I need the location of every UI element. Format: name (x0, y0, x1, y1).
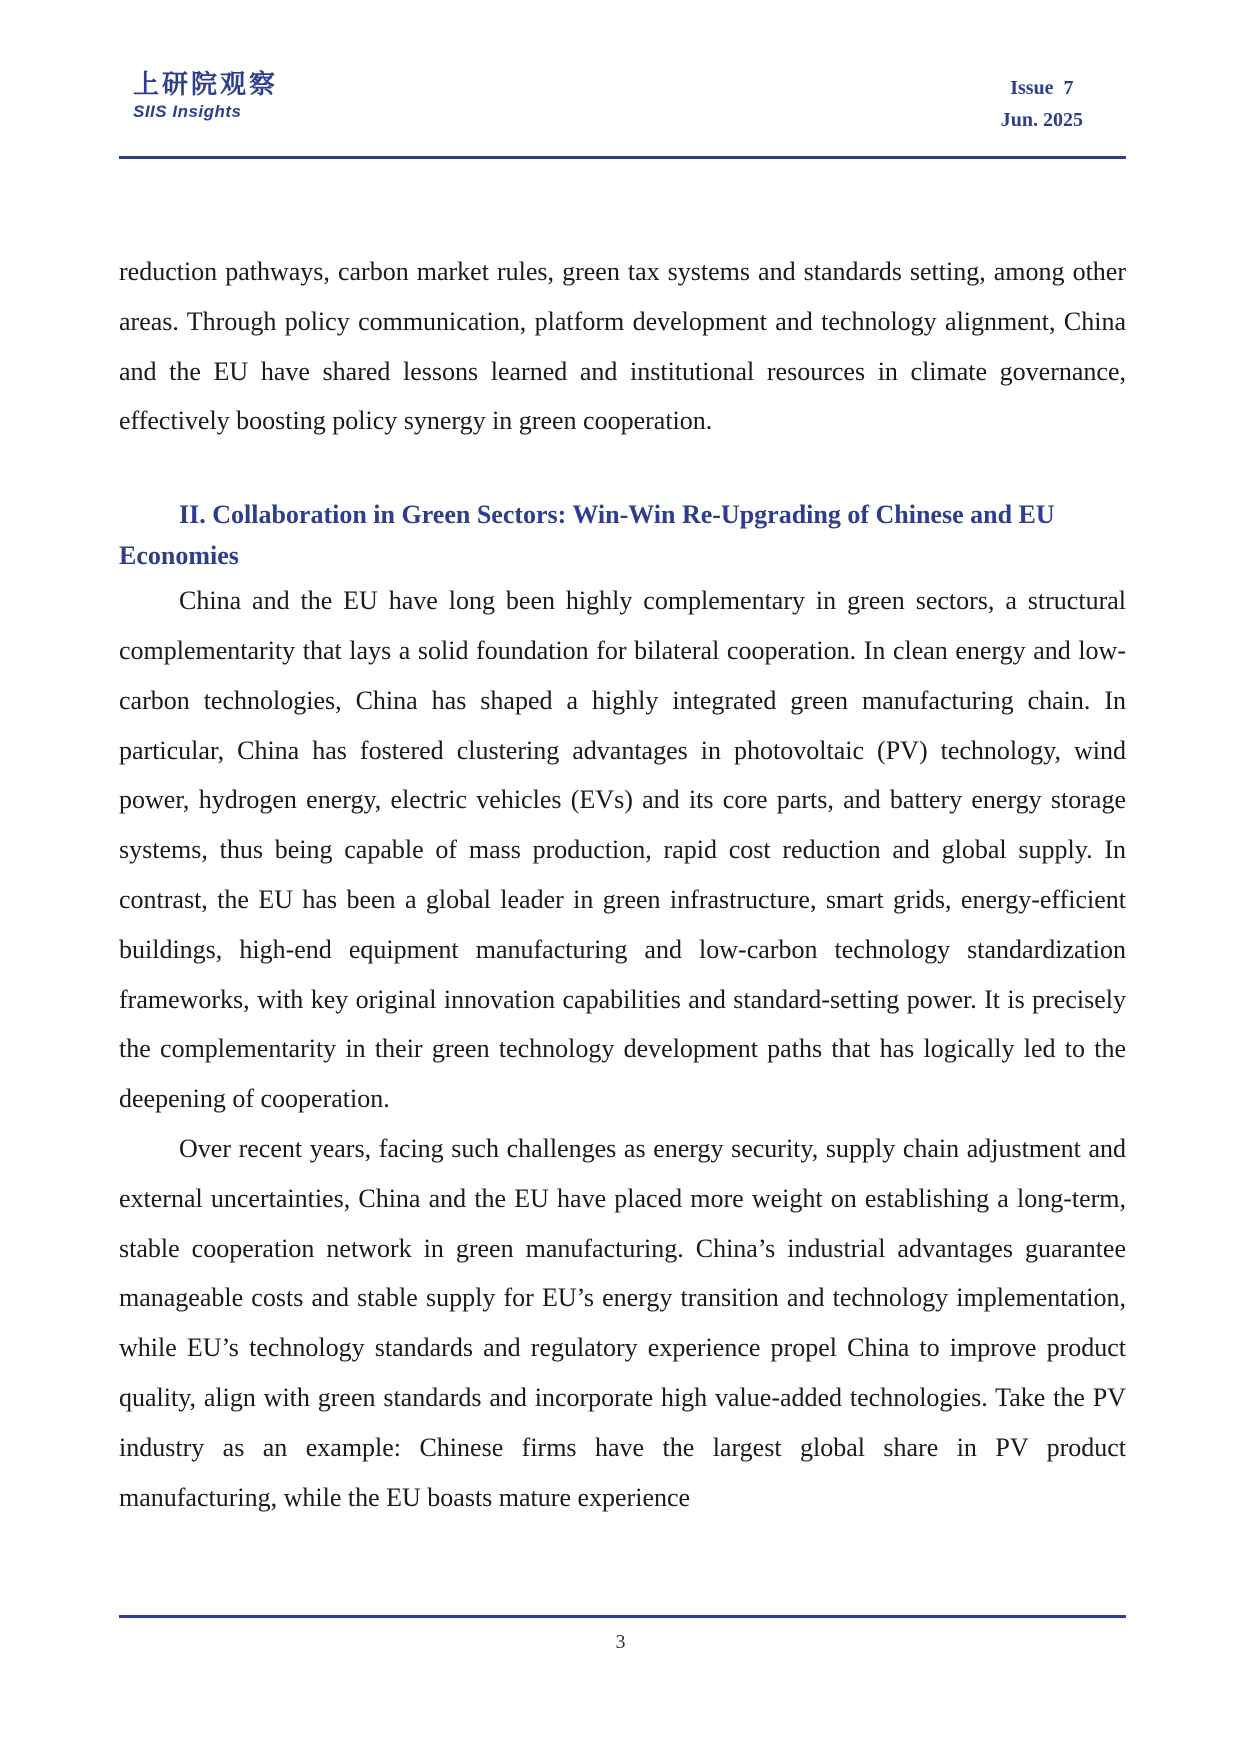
header-divider (119, 156, 1126, 159)
footer-divider (119, 1615, 1126, 1618)
logo-chinese-text: 上研院观察 (133, 70, 279, 100)
logo-english-text: SIIS Insights (133, 102, 242, 121)
body-paragraph: China and the EU have long been highly complementary in green sectors, a structural complementarity that lays a solid foundation for bilateral cooperation. In clean energy and low-carbon technologies, China has shaped a highly integrated green manufacturing chain. In particular, China has fostered clustering advantages in photovoltaic (PV) technology, wind power, hydrogen energy, electric vehicles (EVs) and its core parts, and battery energy storage systems, thus being capable of mass production, rapid cost reduction and global supply. In contrast, the EU has been a global leader in green infrastructure, smart grids, energy-efficient buildings, high-end equipment manufacturing and low-carbon technology standardization frameworks, with key original innovation capabilities and standard-setting power. It is precisely the complementarity in their green technology development paths that has logically led to the deepening of cooperation. (119, 586, 1126, 1114)
page-number: 3 (615, 1631, 626, 1653)
section-heading: II. Collaboration in Green Sectors: Win-Win Re-Upgrading of Chinese and EU Economies (119, 500, 1055, 571)
issue-date: Jun. 2025 (1000, 109, 1083, 131)
body-paragraph: Over recent years, facing such challenges as energy security, supply chain adjustment and external uncertainties, China and the EU have placed more weight on establishing a long-term, stable cooperation network in green manufacturing. China’s industrial advantages guarantee manageable costs and stable supply for EU’s energy transition and technology implementation, while EU’s technology standards and regulatory experience propel China to improve product quality, align with green standards and incorporate high value-added technologies. Take the PV industry as an example: Chinese firms have the largest global share in PV product manufacturing, while the EU boasts mature experience (119, 1133, 1126, 1512)
issue-info (1001, 72, 1083, 136)
siis-logo (133, 70, 278, 122)
page-content (119, 247, 1126, 1522)
body-paragraph: reduction pathways, carbon market rules, green tax systems and standards setting, among other areas. Through policy communication, platform development and technology alignment, China and the EU have shared lessons learned and institutional resources in climate governance, effectively boosting policy synergy in green cooperation. (119, 257, 1126, 436)
issue-number: Issue 7 (1010, 77, 1074, 99)
